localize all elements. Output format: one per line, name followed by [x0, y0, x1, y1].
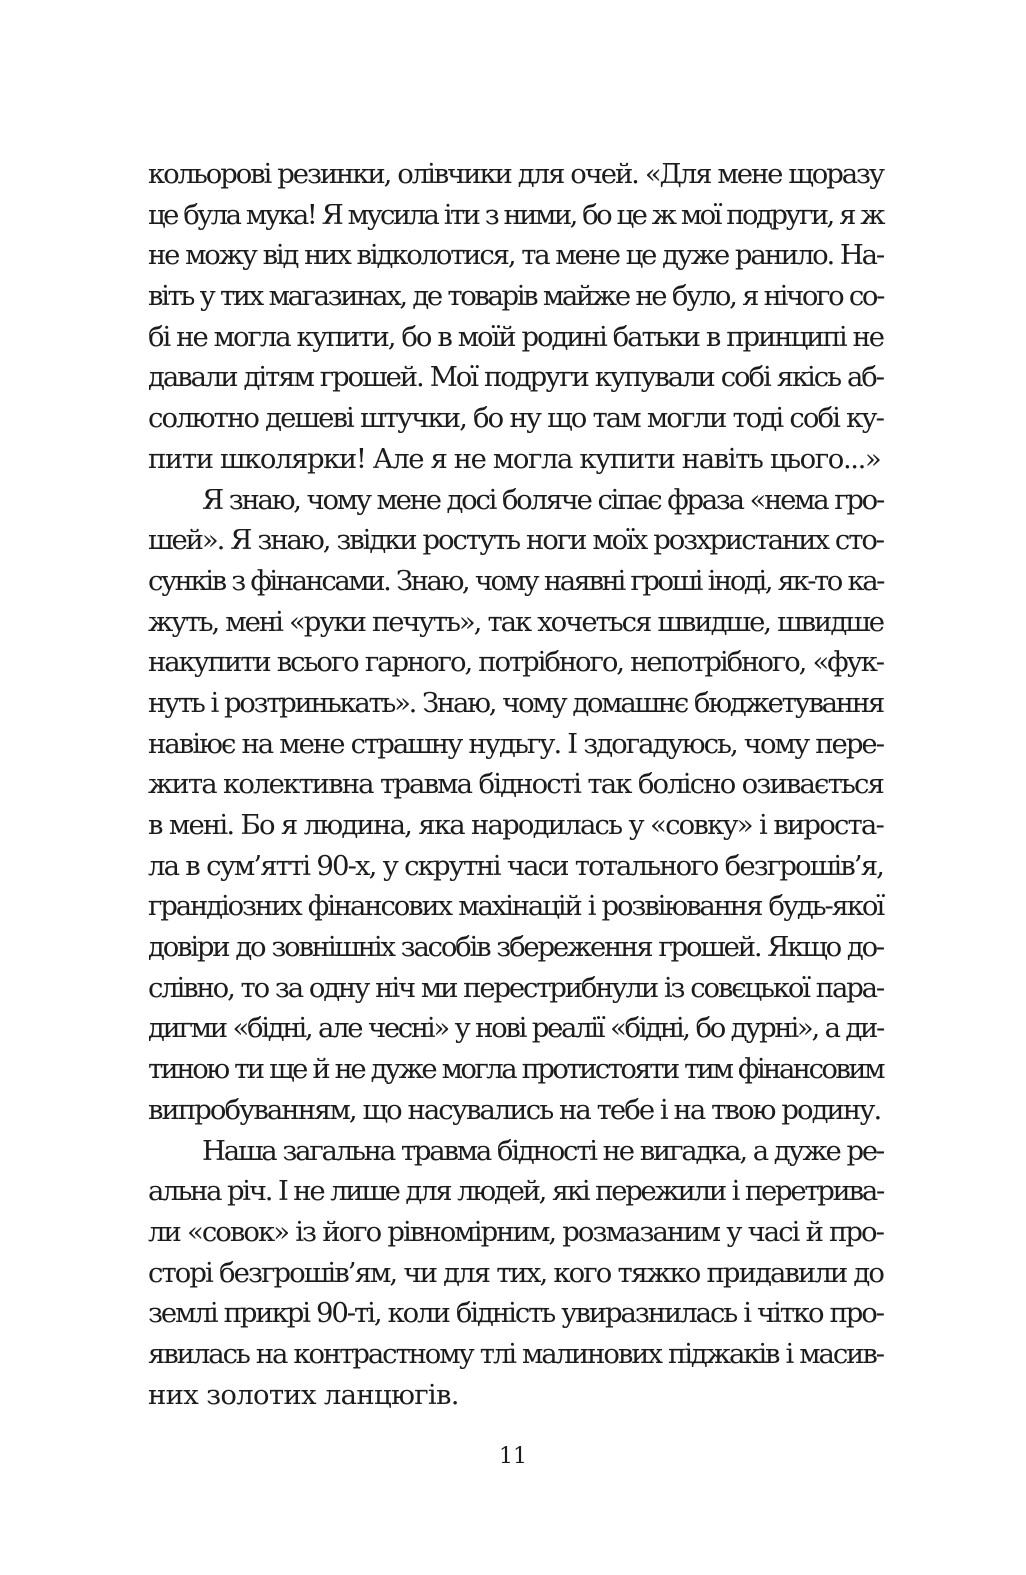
text-line: давали дітям грошей. Мої подруги купували собі якісь аб-: [148, 361, 883, 394]
text-line: солютно дешеві штучки, бо ну що там могли тоді собі ку-: [148, 402, 883, 435]
text-line: пити школярки! Але я не могла купити навіть цього...»: [148, 442, 881, 475]
text-line: слівно, то за одну ніч ми перестрибнули із совєцької пара-: [148, 971, 883, 1004]
page-number: 11: [499, 1444, 527, 1469]
text-line: жита колективна травма бідності так болісно озивається: [148, 768, 883, 801]
text-line: це була мука! Я мусила іти з ними, бо це ж мої подруги, я ж: [148, 198, 883, 231]
text-line: них золотих ланцюгів.: [148, 1378, 459, 1411]
text-line: накупити всього гарного, потрібного, непотрібного, «фук-: [148, 646, 883, 679]
text-line: кольорові резинки, олівчики для очей. «Для мене щоразу: [148, 158, 883, 190]
text-line: нуть і розтринькать». Знаю, чому домашнє бюджетування: [148, 686, 883, 719]
text-line: жуть, мені «руки печуть», так хочеться швидше, швидше: [148, 605, 883, 638]
text-line: ла в сум’ятті 90-х, у скрутні часи тотального безгрошів’я,: [148, 849, 883, 882]
text-line: навіює на мене страшну нудьгу. І здогадуюсь, чому пере-: [148, 727, 883, 760]
text-line: землі прикрі 90-ті, коли бідність увиразнилась і чітко про-: [148, 1297, 883, 1330]
text-line: дигми «бідні, але чесні» у нові реалії «бідні, бо дурні», а ди-: [148, 1012, 883, 1045]
text-line: явилась на контрастному тлі малинових піджаків і масив-: [148, 1337, 883, 1370]
text-line: випробуванням, що насувались на тебе і на твою родину.: [148, 1093, 881, 1126]
text-line: бі не могла купити, бо в моїй родині батьки в принципі не: [148, 320, 883, 353]
text-line: грандіозних фінансових махінацій і розвіювання будь-якої: [148, 890, 883, 923]
text-line: сунків з фінансами. Знаю, чому наявні гроші іноді, як-то ка-: [148, 564, 883, 597]
text-line: тиною ти ще й не дуже могла протистояти тим фінансовим: [148, 1053, 883, 1086]
text-line: шей». Я знаю, звідки ростуть ноги моїх розхристаних сто-: [148, 524, 883, 557]
text-line: довіри до зовнішніх засобів збереження грошей. Якщо до-: [148, 931, 883, 964]
body-text: [148, 154, 883, 1415]
text-line: сторі безгрошів’ям, чи для тих, кого тяжко придавили до: [148, 1256, 883, 1289]
text-line: альна річ. І не лише для людей, які пережили і перетрива-: [148, 1175, 883, 1208]
text-line: в мені. Бо я людина, яка народилась у «совку» і вироста-: [148, 809, 883, 841]
text-line: ли «совок» із його рівномірним, розмазаним у часі й про-: [148, 1215, 883, 1248]
text-line: не можу від них відколотися, та мене це дуже ранило. На-: [148, 239, 883, 272]
text-line: віть у тих магазинах, де товарів майже не було, я нічого со-: [148, 280, 883, 313]
text-line: Я знаю, чому мене досі боляче сіпає фраза «нема гро-: [202, 483, 883, 516]
text-line: Наша загальна травма бідності не вигадка, а дуже ре-: [202, 1134, 883, 1167]
